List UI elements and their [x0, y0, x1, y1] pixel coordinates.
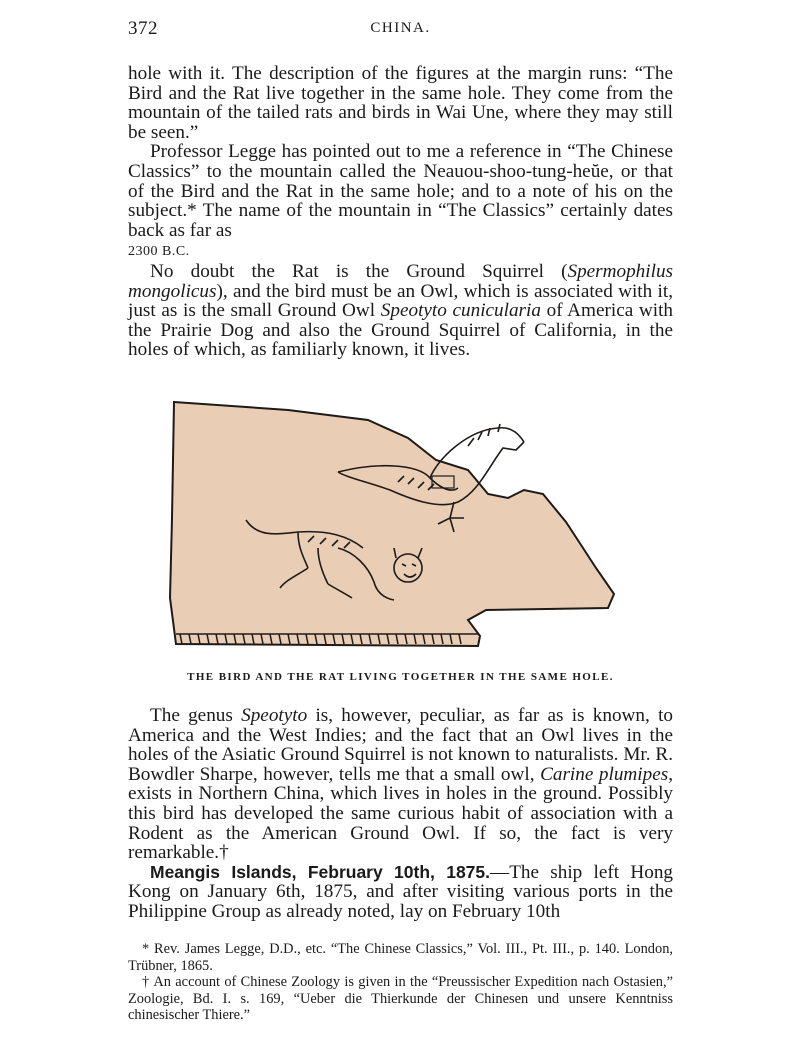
paragraph-4-part-c: , exists in Northern China, which lives in holes in the ground. Possibly this bird has developed the same curious habit of association with a Rodent as the American Ground Owl. If so, the fact is very remarkable.†	[128, 763, 673, 864]
footnotes	[128, 941, 673, 1024]
paragraph-5-body: —The ship left Hong Kong on January 6th, 1875, and after visiting various ports in the Philippine Group as already noted, lay on February 10th	[128, 861, 674, 922]
species-carine-plumipes: Carine plumipes	[540, 763, 669, 785]
stone-slab-shape	[170, 402, 614, 646]
paragraph-3-part-c: of America with the Prairie Dog and also the Ground Squirrel of California, in the holes of which, as familiarly known, it lives.	[128, 300, 674, 361]
species-speotyto-cunicularia: Speotyto cunicularia	[380, 300, 541, 322]
paragraph-5	[128, 863, 673, 922]
section-heading-meangis: Meangis Islands, February 10th, 1875.	[150, 861, 491, 882]
paragraph-3-part-a: No doubt the Rat is the Ground Squirrel (	[150, 260, 568, 282]
species-spermophilus: Spermophilus mongolicus	[128, 260, 673, 302]
figure-caption: THE BIRD AND THE RAT LIVING TOGETHER IN THE SAME HOLE.	[187, 671, 614, 683]
paragraph-4	[128, 706, 673, 863]
illustration-bird-and-rat	[168, 398, 638, 660]
lower-text-block	[128, 706, 673, 922]
page-number: 372	[128, 18, 158, 39]
paragraph-3-part-b: ), and the bird must be an Owl, which is associated with it, just as is the small Ground Owl	[128, 280, 673, 322]
upper-text-block	[128, 64, 673, 360]
paragraph-1: hole with it. The description of the figures at the margin runs: “The Bird and the Rat live together in the same hole. They come from the mountain of the tailed rats and birds in Wai Une, where they may still be seen.”	[128, 63, 673, 143]
paragraph-3	[128, 262, 673, 360]
footnote-1: * Rev. James Legge, D.D., etc. “The Chinese Classics,” Vol. III., Pt. III., p. 140. London, Trübner, 1865.	[128, 941, 673, 974]
page-header	[128, 18, 673, 44]
illustration-drawing	[168, 398, 638, 660]
genus-speotyto: Speotyto	[241, 705, 308, 726]
paragraph-2-date: 2300 B.C.	[128, 244, 190, 260]
paragraph-2-text: Professor Legge has pointed out to me a reference in “The Chinese Classics” to the mountain called the Neauou-shoo-tung-heŭe, or that of the Bird and the Rat in the same hole; and to a note of his on the subject.* The name of the mountain in “The Classics” certainly dates back as far as	[128, 141, 673, 241]
paragraph-4-part-b: is, however, peculiar, as far as is known, to America and the West Indies; and the fact that an Owl lives in the holes of the Asiatic Ground Squirrel is not known to naturalists. Mr. R. Bowdler Sharpe, however, tells me that a small owl,	[128, 705, 673, 785]
running-title: CHINA.	[370, 20, 431, 36]
paragraph-2	[128, 142, 673, 262]
paragraph-4-part-a: The genus	[150, 705, 242, 726]
footnote-2: † An account of Chinese Zoology is given in the “Preussischer Expedition nach Ostasien,” Zoologie, Bd. I. s. 169, “Ueber die Thierkunde der Chinesen und unsere Kenntniss chinesischer Thiere.”	[128, 974, 673, 1023]
